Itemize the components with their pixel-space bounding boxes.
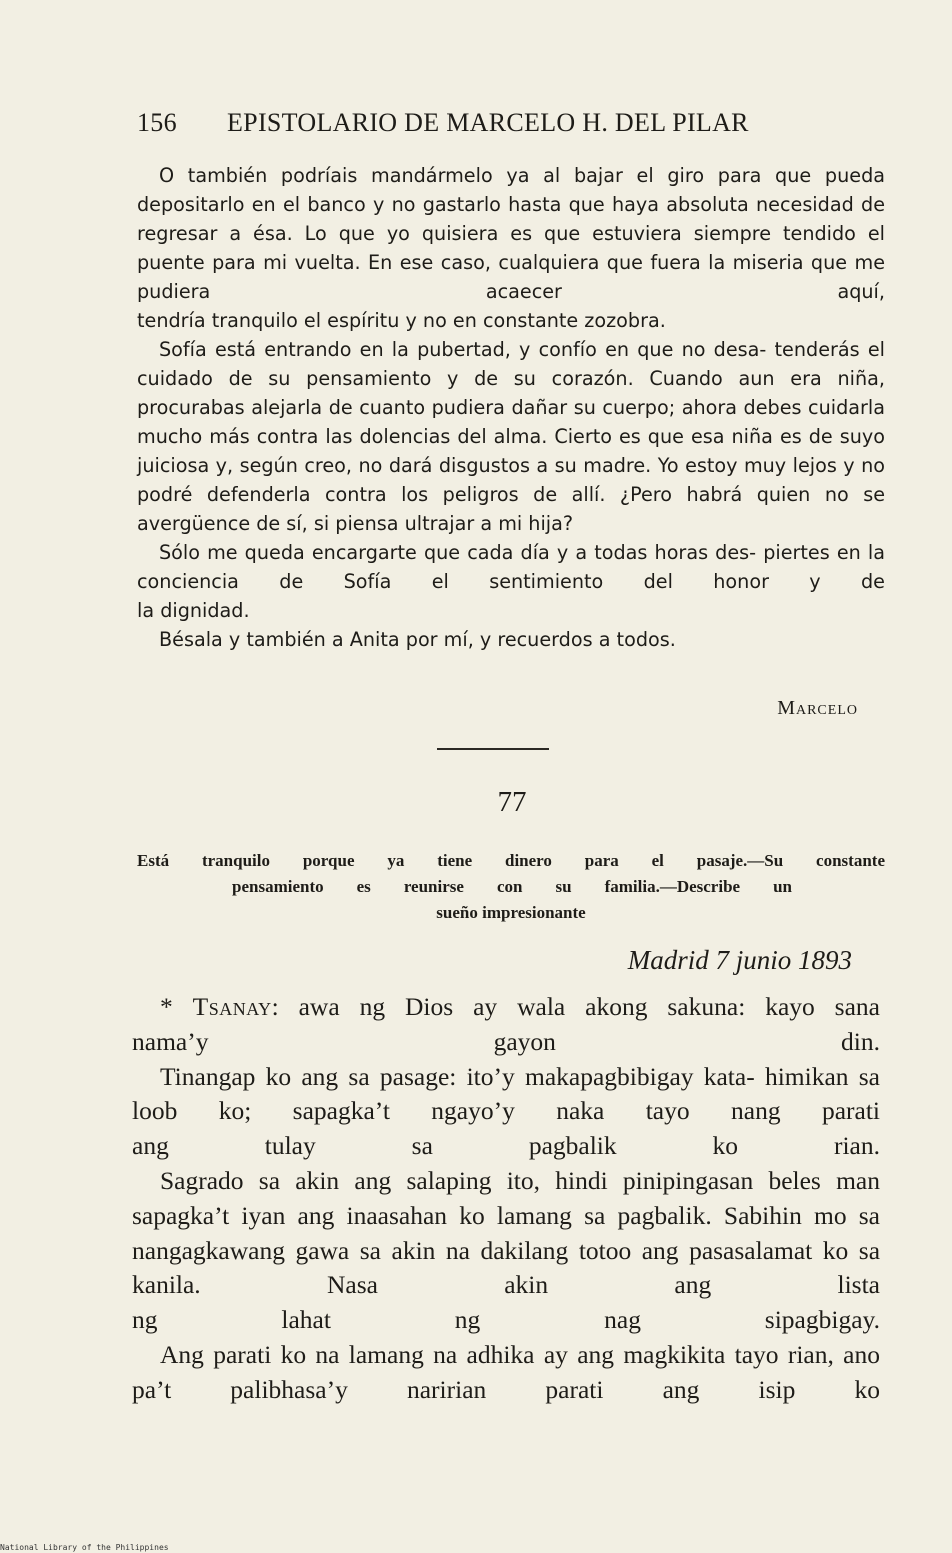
paragraph-last-line [132,1129,880,1164]
text-line: cualquiera que fuera la miseria que me pudiera acaecer aquí, [137,251,886,303]
text-line: Bésala y también a Anita por mí, y recuerdos a todos. [159,628,676,651]
paragraph-last-line [137,509,885,538]
text-line: absoluta necesidad de regresar a ésa. Lo que yo quisiera es que [137,193,885,245]
text-line: Sagrado sa akin ang salaping ito, hindi pinipingasan beles [160,1165,821,1195]
summary-line: pensamiento es reunirse con su familia.—Describe un [232,877,792,896]
text-line: defenderla contra los peligros de allí. ¿Pero habrá quien no se [206,483,885,506]
text-line: tayo rian, ano pa’t palibhasa’y naririan parati ang isip ko [132,1339,880,1404]
text-line: aun era niña, procurabas alejarla de cuanto pudiera dañar su [137,367,885,419]
text-line: piertes en la conciencia de Sofía el sentimiento del honor y de [137,541,885,593]
text-line: Tinangap ko ang sa pasage: ito’y makapagbibigay kata- [160,1061,755,1091]
summary-line: Está tranquilo porque ya tiene dinero para el pasaje.—Su constante [137,851,885,870]
text-line: O también podríais mandármelo ya al bajar el giro para que [159,164,812,187]
salutation: Tsanay [192,992,272,1021]
running-title: EPISTOLARIO DE MARCELO H. DEL PILAR [227,108,749,137]
paragraph [132,1060,880,1130]
text-line: cuerpo; ahora debes cuidarla mucho más contra las dolencias del [137,396,885,448]
running-header [137,108,797,138]
paragraph [132,1164,880,1303]
paragraph [132,990,880,1025]
letter-77-body [132,990,880,1408]
paragraph [132,1338,880,1408]
section-divider [437,748,549,750]
text-line: ang tulay sa pagbalik ko rian. [132,1131,880,1161]
text-line: totoo ang pasasalamat ko sa kanila. Nasa akin ang lista [132,1235,881,1300]
text-line: Sabihin mo sa nangagkawang gawa sa akin na dakilang [132,1200,881,1265]
footnote-mark: * [160,992,193,1021]
paragraph-last-line [132,1303,880,1338]
text-line: Ang parati ko na lamang na adhika ay ang magkikita [160,1339,726,1369]
signature: Marcelo [777,697,858,719]
text-line: no dará disgustos a su madre. Yo estoy muy lejos y no podré [137,454,885,506]
summary-line: sueño impresionante [436,903,586,922]
letter-summary [137,848,885,926]
paragraph-last-line [137,306,885,335]
paragraph-last-line [132,1025,880,1060]
paragraph-last-line [137,596,885,625]
paragraph [137,161,885,306]
text-line: tendría tranquilo el espíritu y no en constante zozobra. [137,309,666,332]
text-line: pueda depositarlo en el banco y no gastarlo hasta que haya [137,164,886,216]
text-line: himikan sa loob ko; sapagka’t ngayo’y naka tayo nang parati [132,1061,880,1126]
text-line: : awa ng Dios ay wala akong sakuna: kayo sana [271,992,880,1021]
text-line: man sapagka’t iyan ang inaasahan ko lamang sa pagbalik. [132,1165,880,1230]
page-number: 156 [137,108,177,137]
paragraph [137,625,885,654]
text-line: avergüence de sí, si piensa ultrajar a mi hija? [137,512,574,535]
text-line: estuviera siempre tendido el puente para mi vuelta. En ese caso, [137,222,886,274]
text-line: alma. Cierto es que esa niña es de suyo juiciosa y, según creo, [137,425,885,477]
letter-76-closing [137,161,885,654]
text-line: tenderás el cuidado de su pensamiento y de su corazón. Cuando [137,338,885,390]
letter-number: 77 [497,786,527,818]
paragraph [137,538,885,596]
text-line: nama’y gayon din. [132,1026,880,1056]
dateline: Madrid 7 junio 1893 [627,945,852,975]
text-line: ng lahat ng nag sipagbigay. [132,1305,880,1335]
footer-credit: National Library of the Philippines [0,1543,169,1552]
paragraph [137,335,885,509]
text-line: la dignidad. [137,599,250,622]
text-line: Sofía está entrando en la pubertad, y confío en que no desa- [159,338,767,361]
text-line: Sólo me queda encargarte que cada día y a todas horas des- [159,541,757,564]
